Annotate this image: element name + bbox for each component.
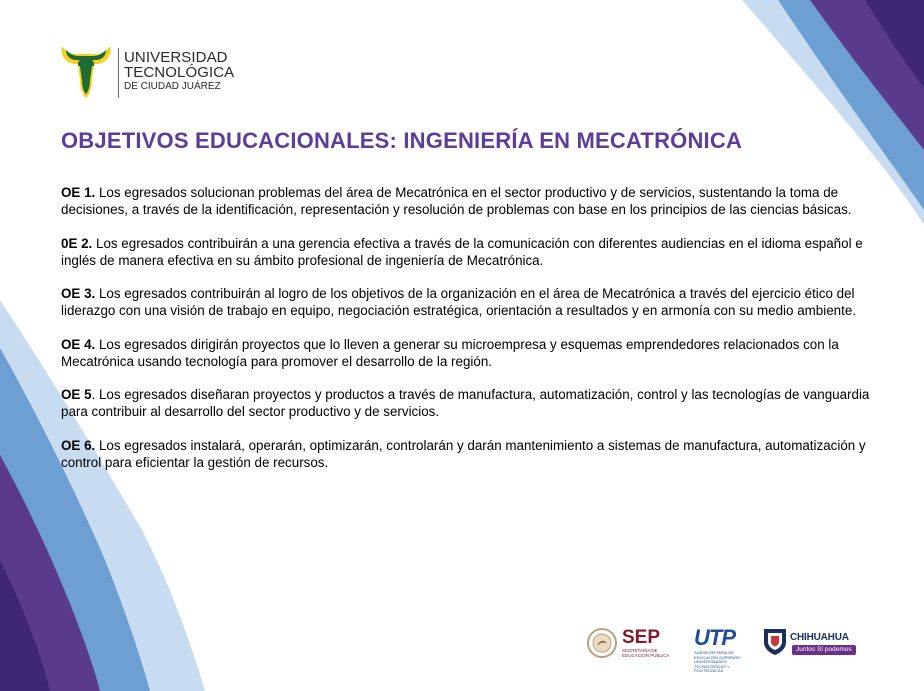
objective-item [61,437,876,471]
objective-text: Los egresados contribuirán a una gerencia efectiva a través de la comunicación con diferentes audiencias en el idioma español e inglés de manera efectiva en su ámbito profesional de ingeniería de Mecatrónica. [61,235,863,268]
objective-code: OE 3. [61,286,96,301]
sep-logo [586,626,686,664]
objective-item [61,285,876,319]
chihuahua-logo [762,626,856,664]
mexico-seal-icon [586,626,618,660]
objective-text: Los egresados dirigirán proyectos que lo lleven a generar su microempresa y esquemas emprendedores relacionados con la Mecatrónica usando tecnología para promover el desarrollo de la región. [61,336,839,369]
utp-subtitle: SUBSECRETARÍA DE EDUCACIÓN SUPERIOR · UNIVERSIDADES TECNOLÓGICAS Y POLITÉCNICAS [694,650,743,673]
objective-text: Los egresados solucionan problemas del área de Mecatrónica en el sector productivo y de servicios, sustentando la toma de decisiones, a través de la identificación, representación y resolución de problemas con base en los principios de las ciencias básicas. [61,185,852,217]
objective-item [61,235,876,269]
logo-line-3: DE CIUDAD JUÁREZ [124,81,221,92]
logo-divider [118,48,119,98]
chihuahua-wordmark: CHIHUAHUA [790,632,849,643]
sep-subtitle: SECRETARÍA DE EDUCACIÓN PÚBLICA [622,648,670,658]
logo-line-1: UNIVERSIDAD [124,49,228,66]
objective-code: 0E 2. [61,235,93,251]
objective-code: OE 5 [61,387,92,402]
objective-text: . Los egresados diseñaran proyectos y productos a través de manufactura, automatización, control y las tecnologías de vanguardia para contribuir al desarrollo del sector productivo y de servicios. [61,387,870,419]
logo-line-2: TECNOLÓGICA [124,64,235,81]
longhorn-icon [58,40,114,102]
chihuahua-tagline: Juntos Sí podemos [792,645,856,655]
objective-item [61,386,876,420]
sep-wordmark: SEP [622,627,661,648]
utp-logo [694,625,759,673]
objective-code: OE 6. [61,437,96,453]
objectives-list [61,184,876,487]
objective-text: Los egresados contribuirán al logro de los objetivos de la organización en el área de Mecatrónica a través del ejercicio ético del liderazgo con una visión de trabajo en equipo, negociación estratégica, orientación a resultados y en armonía con su medio ambiente. [61,286,857,318]
logo-wordmark [124,50,234,94]
utp-wordmark: UTP [694,625,735,650]
objective-text: Los egresados instalará, operarán, optimizarán, controlarán y darán mantenimiento a sistemas de manufactura, automatización y control para eficientar la gestión de recursos. [61,437,866,470]
footer-logos [586,625,856,673]
objective-item [61,336,876,370]
page-title: OBJETIVOS EDUCACIONALES: INGENIERÍA EN MECATRÓNICA [61,128,743,153]
chihuahua-shield-icon [762,626,788,656]
objective-item [61,184,876,218]
objective-code: OE 4. [61,336,96,352]
university-logo [58,40,238,106]
objective-code: OE 1. [61,185,96,200]
